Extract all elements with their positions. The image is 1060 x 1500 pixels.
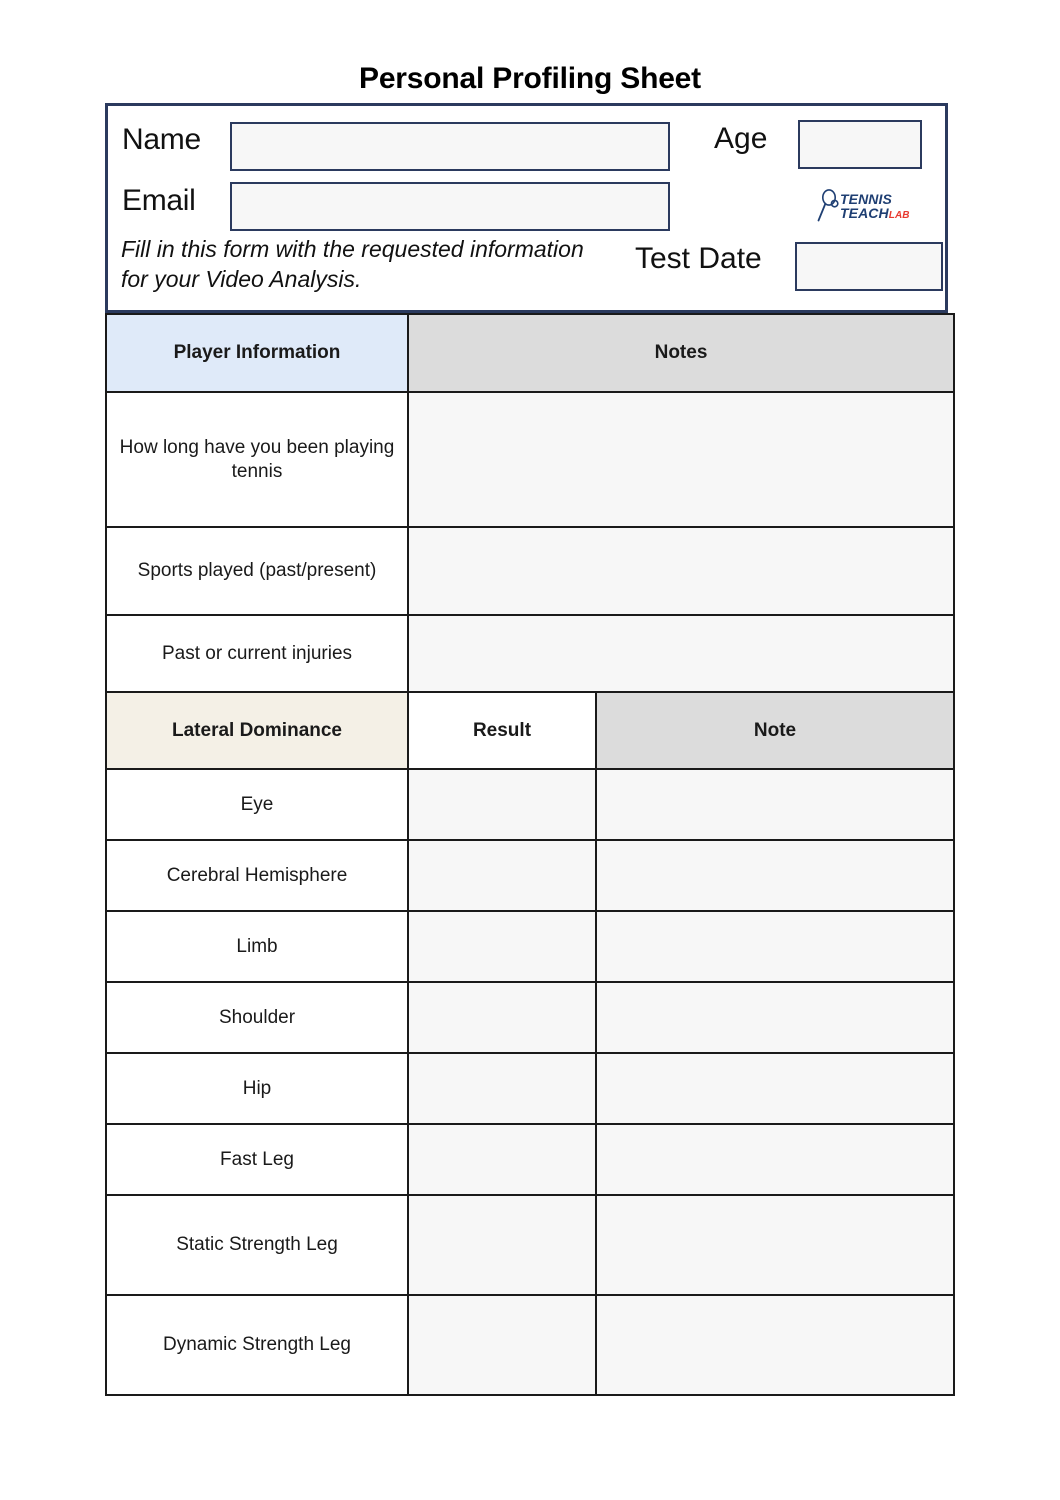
logo-teach-text: TEACH xyxy=(840,204,889,221)
profiling-table xyxy=(105,313,955,1396)
tennis-racket-icon xyxy=(816,189,839,223)
row-note-hip[interactable] xyxy=(596,1053,954,1124)
table-row xyxy=(106,527,954,615)
row-note-static-strength-leg[interactable] xyxy=(596,1195,954,1295)
row-note-playing-duration[interactable] xyxy=(408,392,954,527)
row-result-static-strength-leg[interactable] xyxy=(408,1195,596,1295)
row-label-static-strength-leg: Static Strength Leg xyxy=(106,1195,408,1295)
row-note-injuries[interactable] xyxy=(408,615,954,692)
logo-lab-text: LAB xyxy=(888,209,910,221)
lateral-dominance-header-row xyxy=(106,692,954,769)
table-row xyxy=(106,1124,954,1195)
test-date-label: Test Date xyxy=(635,242,762,275)
identity-panel xyxy=(105,103,948,313)
row-label-limb: Limb xyxy=(106,911,408,982)
row-note-sports-played[interactable] xyxy=(408,527,954,615)
logo-wordmark xyxy=(840,192,910,221)
table-row xyxy=(106,769,954,840)
row-label-injuries: Past or current injuries xyxy=(106,615,408,692)
name-field[interactable] xyxy=(232,124,668,169)
age-field[interactable] xyxy=(800,122,920,167)
page-title: Personal Profiling Sheet xyxy=(359,62,701,95)
note-header: Note xyxy=(596,692,954,769)
email-field[interactable] xyxy=(232,184,668,229)
row-result-dynamic-strength-leg[interactable] xyxy=(408,1295,596,1395)
table-row xyxy=(106,911,954,982)
player-information-header: Player Information xyxy=(106,314,408,392)
row-result-cerebral-hemisphere[interactable] xyxy=(408,840,596,911)
lateral-dominance-header: Lateral Dominance xyxy=(106,692,408,769)
row-result-eye[interactable] xyxy=(408,769,596,840)
logo-line-tennis: TENNIS xyxy=(840,190,892,207)
row-label-eye: Eye xyxy=(106,769,408,840)
row-label-fast-leg: Fast Leg xyxy=(106,1124,408,1195)
result-header: Result xyxy=(408,692,596,769)
row-result-fast-leg[interactable] xyxy=(408,1124,596,1195)
table-row xyxy=(106,982,954,1053)
row-label-playing-duration: How long have you been playing tennis xyxy=(106,392,408,527)
row-note-dynamic-strength-leg[interactable] xyxy=(596,1295,954,1395)
table-row xyxy=(106,840,954,911)
notes-header: Notes xyxy=(408,314,954,392)
email-input[interactable] xyxy=(230,182,670,231)
row-result-limb[interactable] xyxy=(408,911,596,982)
row-note-cerebral-hemisphere[interactable] xyxy=(596,840,954,911)
row-note-fast-leg[interactable] xyxy=(596,1124,954,1195)
name-input[interactable] xyxy=(230,122,670,171)
name-label: Name xyxy=(122,123,201,156)
test-date-field[interactable] xyxy=(797,244,941,289)
row-result-hip[interactable] xyxy=(408,1053,596,1124)
row-label-sports-played: Sports played (past/present) xyxy=(106,527,408,615)
row-result-shoulder[interactable] xyxy=(408,982,596,1053)
row-note-limb[interactable] xyxy=(596,911,954,982)
table-row xyxy=(106,1295,954,1395)
test-date-input[interactable] xyxy=(795,242,943,291)
table-row xyxy=(106,392,954,527)
age-label: Age xyxy=(714,122,768,155)
email-label: Email xyxy=(122,184,196,217)
table-row xyxy=(106,615,954,692)
row-label-cerebral-hemisphere: Cerebral Hemisphere xyxy=(106,840,408,911)
table-row xyxy=(106,1195,954,1295)
instructions-text: Fill in this form with the requested information for your Video Analysis. xyxy=(121,236,584,293)
row-label-shoulder: Shoulder xyxy=(106,982,408,1053)
tennis-teach-lab-logo xyxy=(816,184,926,228)
logo-line-teach xyxy=(840,206,910,221)
player-information-header-row xyxy=(106,314,954,392)
table-row xyxy=(106,1053,954,1124)
age-input[interactable] xyxy=(798,120,922,169)
row-note-eye[interactable] xyxy=(596,769,954,840)
row-note-shoulder[interactable] xyxy=(596,982,954,1053)
row-label-dynamic-strength-leg: Dynamic Strength Leg xyxy=(106,1295,408,1395)
row-label-hip: Hip xyxy=(106,1053,408,1124)
